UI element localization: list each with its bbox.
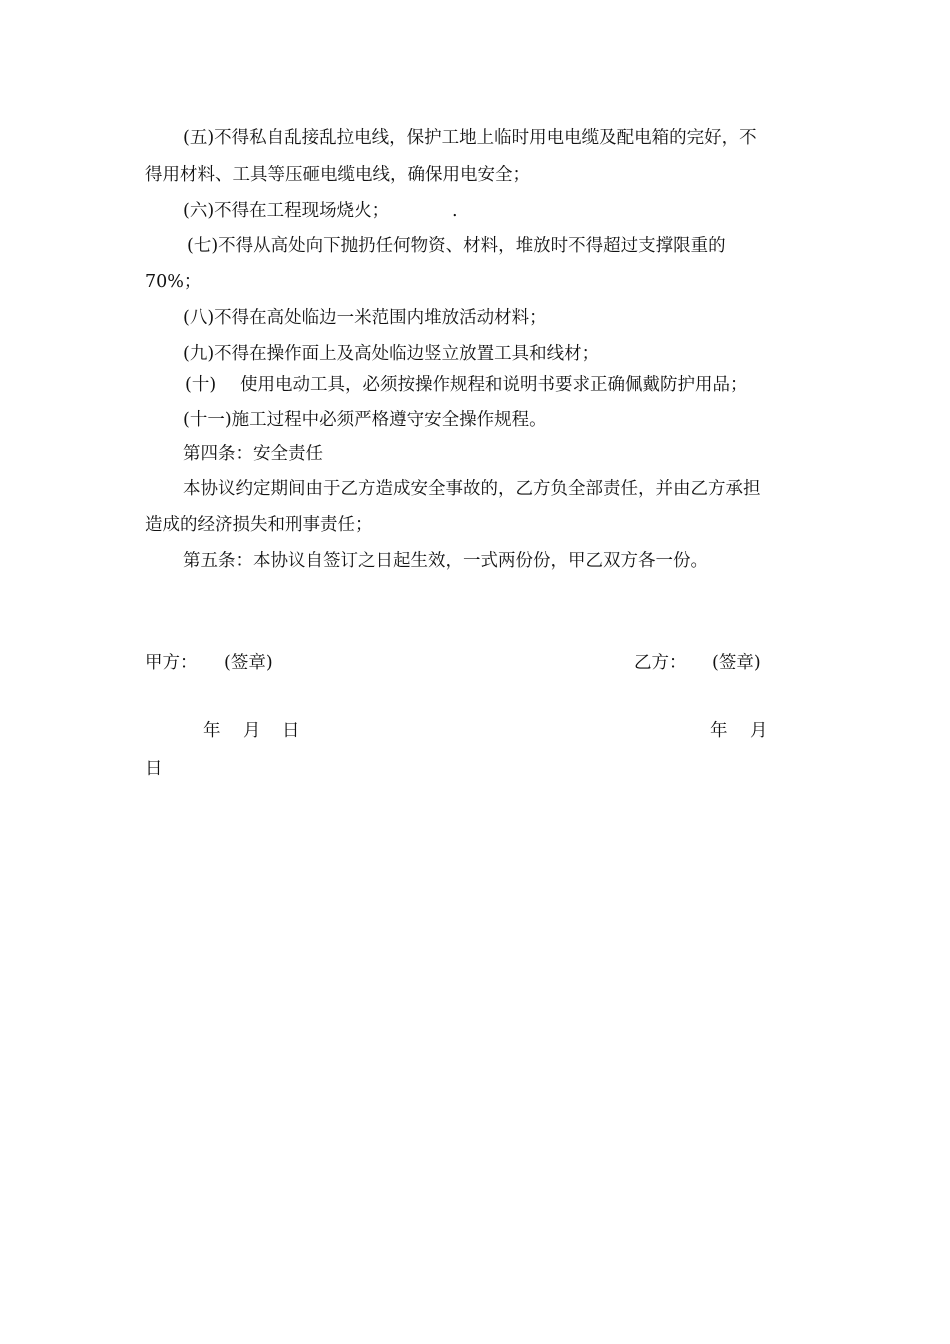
article-4-body-line-2: 造成的经济损失和刑事责任； <box>145 515 373 535</box>
party-a-label: 甲方： <box>145 653 198 673</box>
party-a-date-day: 日 <box>282 721 300 741</box>
clause-8: (八)不得在高处临边一米范围内堆放活动材料； <box>183 308 547 328</box>
party-b-seal: (签章) <box>712 653 761 673</box>
clause-5-line-1: (五)不得私自乱接乱拉电线，保护工地上临时用电电缆及配电箱的完好，不 <box>183 128 757 148</box>
clause-6: (六)不得在工程现场烧火； <box>183 201 390 221</box>
party-b-date-day: 日 <box>145 759 163 779</box>
party-a-date-month: 月 <box>243 721 261 741</box>
clause-10-text: 使用电动工具，必须按操作规程和说明书要求正确佩戴防护用品； <box>240 375 748 395</box>
article-4-body-line-1: 本协议约定期间由于乙方造成安全事故的，乙方负全部责任，并由乙方承担 <box>183 479 761 499</box>
clause-7-line-1: (七)不得从高处向下抛扔任何物资、材料，堆放时不得超过支撑限重的 <box>187 236 726 256</box>
clause-10-number: (十) <box>185 375 217 395</box>
stray-period: . <box>452 201 458 221</box>
clause-7-line-2: 70%； <box>145 272 202 292</box>
party-b-date-year: 年 <box>710 721 728 741</box>
party-a-seal: (签章) <box>224 653 273 673</box>
party-b-label: 乙方： <box>634 653 687 673</box>
clause-5-line-2: 得用材料、工具等压砸电缆电线，确保用电安全； <box>145 165 530 185</box>
clause-9: (九)不得在操作面上及高处临边竖立放置工具和线材； <box>183 344 600 364</box>
party-b-date-month: 月 <box>750 721 768 741</box>
clause-11: (十一)施工过程中必须严格遵守安全操作规程。 <box>183 410 547 430</box>
party-a-date-year: 年 <box>203 721 221 741</box>
article-4-heading: 第四条：安全责任 <box>183 444 323 464</box>
article-5: 第五条：本协议自签订之日起生效，一式两份份，甲乙双方各一份。 <box>183 551 708 571</box>
